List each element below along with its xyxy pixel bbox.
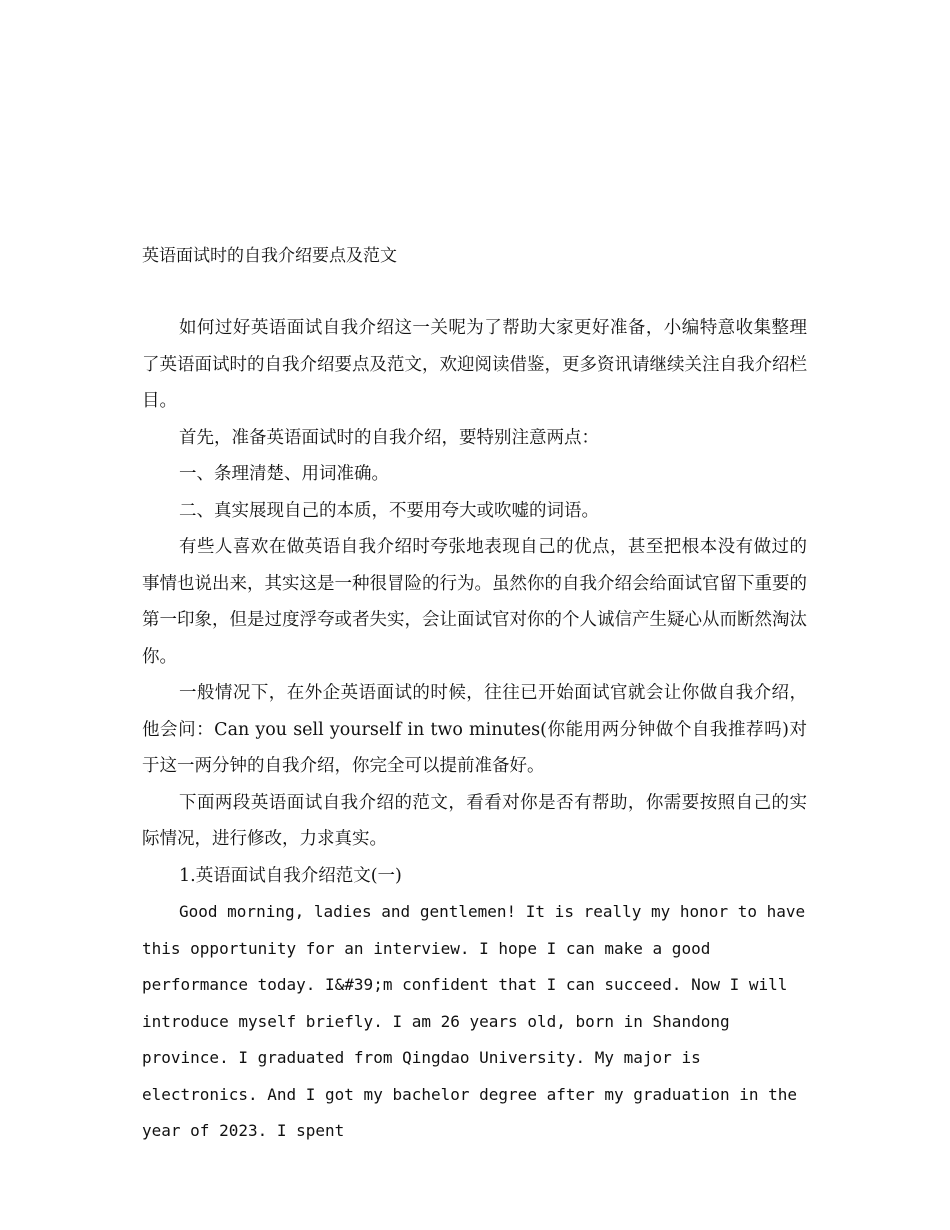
document-body	[142, 310, 807, 1150]
intro-paragraph: 如何过好英语面试自我介绍这一关呢为了帮助大家更好准备，小编特意收集整理了英语面试时的自我介绍要点及范文，欢迎阅读借鉴，更多资讯请继续关注自我介绍栏目。	[142, 318, 807, 411]
key-points-heading: 首先，准备英语面试时的自我介绍，要特别注意两点：	[179, 427, 599, 448]
english-sample-paragraph: Good morning, ladies and gentlemen! It is really my honor to have this opportunity for an interview. I hope I can make a good performance today. I&#39;m confident that I can succeed. Now I will introduce myself briefly. I am 26 years old, born in Shandong province. I graduated from Qingdao University. My major is electronics. And I got my bachelor degree after my graduation in the year of 2023. I spent	[142, 902, 806, 1140]
interview-context-paragraph: 一般情况下，在外企英语面试的时候，往往已开始面试官就会让你做自我介绍，他会问：Can you sell yourself in two minutes(你能用两分钟做个自我推荐吗)对于这一两分钟的自我介绍，你完全可以提前准备好。	[142, 683, 807, 776]
document-title: 英语面试时的自我介绍要点及范文	[142, 246, 397, 266]
sample-one-heading: 1.英语面试自我介绍范文(一)	[179, 865, 402, 886]
exaggeration-warning-paragraph: 有些人喜欢在做英语自我介绍时夸张地表现自己的优点，甚至把根本没有做过的事情也说出来，其实这是一种很冒险的行为。虽然你的自我介绍会给面试官留下重要的第一印象，但是过度浮夸或者失实，会让面试官对你的个人诚信产生疑心从而断然淘汰你。	[142, 537, 807, 667]
samples-intro-paragraph: 下面两段英语面试自我介绍的范文，看看对你是否有帮助，你需要按照自己的实际情况，进行修改，力求真实。	[142, 792, 807, 849]
key-point-one: 一、条理清楚、用词准确。	[179, 464, 389, 484]
key-point-two: 二、真实展现自己的本质，不要用夸大或吹嘘的词语。	[179, 500, 599, 521]
